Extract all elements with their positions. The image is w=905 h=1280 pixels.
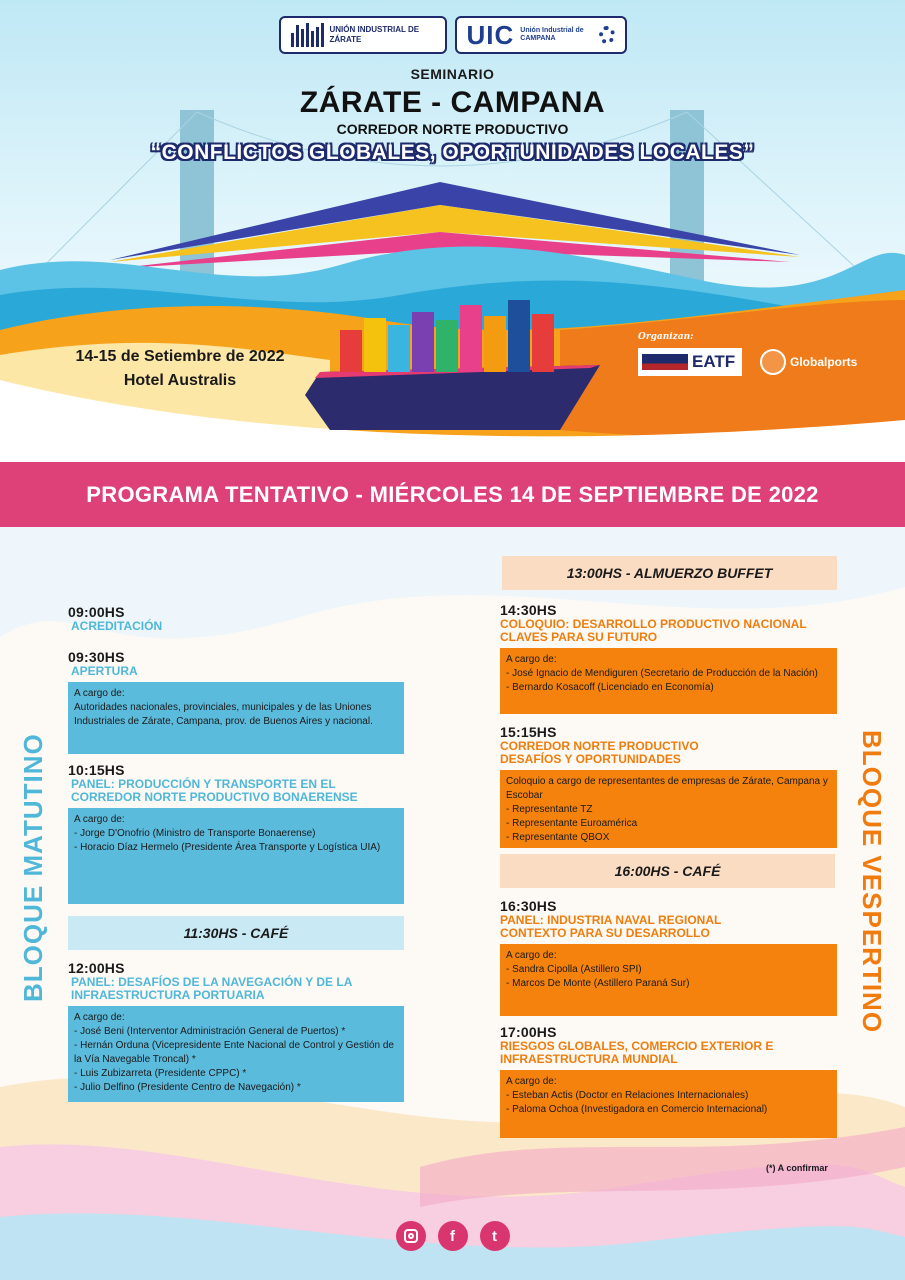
item-time: 16:30HS (500, 898, 557, 914)
event-info (60, 345, 300, 393)
item-details-text: Coloquio a cargo de representantes de empresas de Zárate, Campana y Escobar - Representante TZ - Representante Euroamérica - Representante QBOX (506, 776, 828, 843)
coffee-break (68, 916, 404, 950)
item-title: COLOQUIO: DESARROLLO PRODUCTIVO NACIONAL CLAVES PARA SU FUTURO (500, 617, 807, 644)
morning-item (68, 960, 404, 1102)
morning-item (68, 604, 404, 633)
lunch-break (502, 556, 837, 590)
item-details (500, 1070, 837, 1138)
item-title: PANEL: DESAFÍOS DE LA NAVEGACIÓN Y DE LA INFRAESTRUCTURA PORTUARIA (71, 975, 352, 1002)
lunch-break-text: 13:00HS - ALMUERZO BUFFET (566, 565, 773, 581)
item-title: PANEL: INDUSTRIA NAVAL REGIONAL CONTEXTO PARA SU DESARROLLO (500, 913, 722, 940)
eatf-logo-text: EATF (692, 352, 736, 371)
ship-icon (642, 354, 688, 370)
organizers (638, 332, 888, 376)
program-banner (0, 462, 905, 527)
item-time: 09:30HS (68, 649, 125, 665)
morning-column (68, 604, 404, 1102)
afternoon-item (500, 898, 837, 1016)
hero-header (0, 0, 905, 462)
item-details (68, 682, 404, 754)
globalports-logo (760, 349, 857, 375)
event-subtitle: CORREDOR NORTE PRODUCTIVO (336, 121, 569, 137)
afternoon-item (500, 724, 837, 848)
uic-logo-letters: UIC (466, 19, 515, 50)
item-details-text: A cargo de: - Sandra Cipolla (Astillero SPI) - Marcos De Monte (Astillero Paraná Sur) (506, 950, 690, 989)
gear-icon (599, 26, 614, 44)
item-time: 12:00HS (68, 960, 125, 976)
item-time: 09:00HS (68, 604, 125, 620)
morning-item (68, 762, 404, 904)
uic-logo (455, 16, 627, 54)
globalports-logo-text: Globalports (790, 355, 858, 369)
seminar-label: SEMINARIO (410, 66, 495, 82)
item-time: 10:15HS (68, 762, 125, 778)
instagram-icon[interactable] (396, 1221, 426, 1251)
item-details-text: A cargo de: - José Beni (Interventor Administración General de Puertos) * - Hernán Orduna (Vicepresidente Ente Nacional de Control y Gestión de la Vía Navegable Troncal) * - Luis Zubizarreta (Presidente CPPC) * - Julio Delfino (Presidente Centro de Navegación) * (74, 1012, 394, 1093)
item-details-text: A cargo de: - Esteban Actis (Doctor en Relaciones Internacionales) - Paloma Ochoa (Investigadora en Comercio Internacional) (506, 1076, 768, 1115)
item-details-text: A cargo de: - José Ignacio de Mendiguren (Secretario de Producción de la Nación) - Bernardo Kosacoff (Licenciado en Economía) (506, 654, 818, 693)
item-details (68, 808, 404, 904)
coffee-break-text: 16:00HS - CAFÉ (614, 863, 721, 879)
facebook-icon[interactable] (438, 1221, 468, 1251)
twitter-glyph: t (492, 1227, 497, 1245)
coffee-break (500, 854, 835, 888)
uiz-logo-mark (291, 23, 324, 47)
item-details-text: A cargo de: Autoridades nacionales, provinciales, municipales y de las Uniones Industriales de Zárate, Campana, prov. de Buenos Aires y nacional. (74, 688, 373, 727)
item-title: CORREDOR NORTE PRODUCTIVO DESAFÍOS Y OPORTUNIDADES (500, 739, 699, 766)
afternoon-column (500, 556, 837, 1138)
uiz-logo (279, 16, 447, 54)
item-title: APERTURA (71, 664, 138, 678)
globe-icon (760, 349, 786, 375)
item-title: RIESGOS GLOBALES, COMERCIO EXTERIOR E INFRAESTRUCTURA MUNDIAL (500, 1039, 774, 1066)
item-title: ACREDITACIÓN (71, 619, 163, 633)
item-time: 15:15HS (500, 724, 557, 740)
instagram-glyph (404, 1229, 418, 1243)
event-quote: “CONFLICTOS GLOBALES, OPORTUNIDADES LOCALES” (150, 141, 755, 164)
afternoon-item (500, 1024, 837, 1138)
uiz-logo-text: UNIÓN INDUSTRIAL DE ZÁRATE (329, 25, 420, 44)
item-details (68, 1006, 404, 1102)
afternoon-block-label: BLOQUE VESPERTINO (857, 730, 887, 1034)
event-dates: 14-15 de Setiembre de 2022 (75, 348, 285, 365)
item-details (500, 648, 837, 714)
confirmation-note: (*) A confirmar (766, 1163, 828, 1173)
facebook-glyph: f (450, 1227, 455, 1245)
event-title: ZÁRATE - CAMPANA (299, 86, 606, 119)
item-details (500, 770, 837, 848)
program-title: PROGRAMA TENTATIVO - MIÉRCOLES 14 DE SEPTIEMBRE DE 2022 (86, 481, 819, 507)
event-venue: Hotel Australis (123, 372, 237, 389)
item-details-text: A cargo de: - Jorge D'Onofrio (Ministro de Transporte Bonaerense) - Horacio Díaz Hermelo (Presidente Área Transporte y Logística UIA) (74, 814, 381, 853)
item-time: 17:00HS (500, 1024, 557, 1040)
afternoon-item (500, 602, 837, 714)
social-links (0, 1221, 905, 1251)
item-details (500, 944, 837, 1016)
twitter-icon[interactable] (480, 1221, 510, 1251)
morning-item (68, 649, 404, 754)
eatf-logo (638, 348, 742, 376)
organizers-label: Organizan: (638, 332, 694, 342)
coffee-break-text: 11:30HS - CAFÉ (183, 925, 289, 941)
uic-logo-text: Unión Industrial de CAMPANA (520, 27, 584, 42)
item-time: 14:30HS (500, 602, 557, 618)
morning-block-label: BLOQUE MATUTINO (18, 733, 48, 1002)
item-title: PANEL: PRODUCCIÓN Y TRANSPORTE EN EL CORREDOR NORTE PRODUCTIVO BONAERENSE (71, 777, 358, 804)
